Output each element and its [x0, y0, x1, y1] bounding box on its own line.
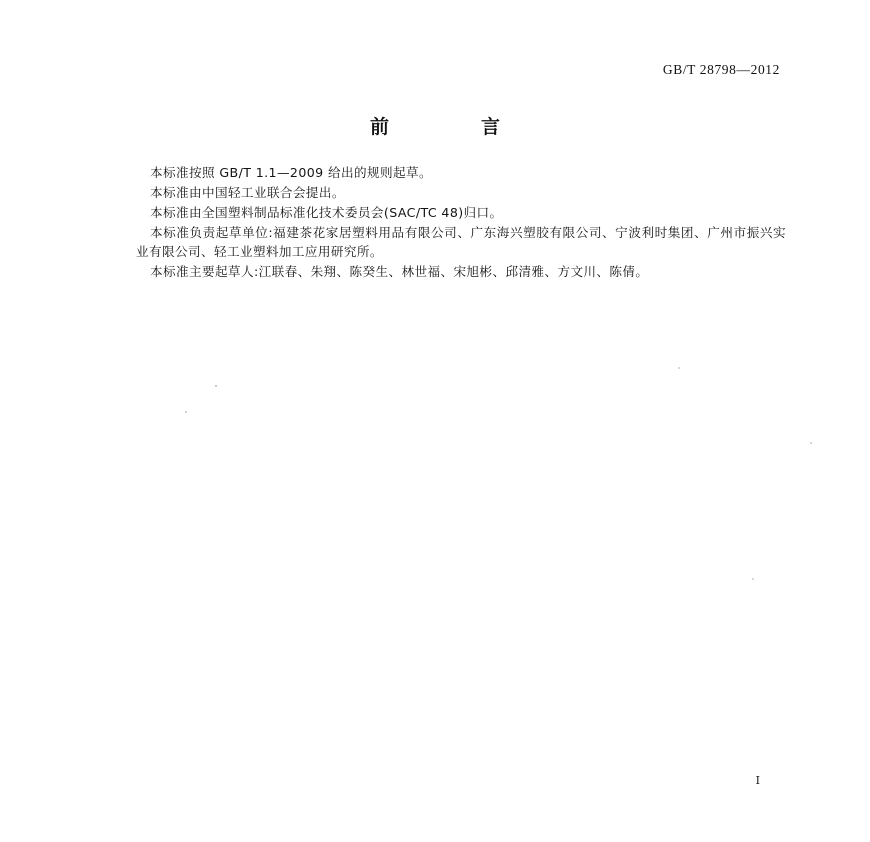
scan-speck [678, 367, 680, 369]
foreword-paragraph: 本标准主要起草人:江联春、朱翔、陈癸生、林世福、宋旭彬、邱清雅、方文川、陈倩。 [150, 264, 649, 280]
scan-speck [185, 411, 187, 413]
foreword-body [136, 163, 786, 282]
foreword-paragraph: 本标准由全国塑料制品标准化技术委员会(SAC/TC 48)归口。 [150, 204, 503, 220]
foreword-paragraph: 本标准由中国轻工业联合会提出。 [150, 184, 345, 200]
foreword-paragraph: 本标准负责起草单位:福建茶花家居塑料用品有限公司、广东海兴塑胶有限公司、宁波利时集团、广州市振兴实业有限公司、轻工业塑料加工应用研究所。 [136, 224, 786, 260]
scan-speck [810, 442, 812, 444]
page-title: 前 言 [369, 116, 518, 138]
page-number: Ⅰ [755, 775, 760, 787]
scan-speck [215, 385, 217, 387]
standard-number-header: GB/T 28798—2012 [662, 62, 780, 77]
scan-speck [752, 578, 754, 580]
foreword-paragraph: 本标准按照 GB/T 1.1—2009 给出的规则起草。 [150, 165, 432, 180]
